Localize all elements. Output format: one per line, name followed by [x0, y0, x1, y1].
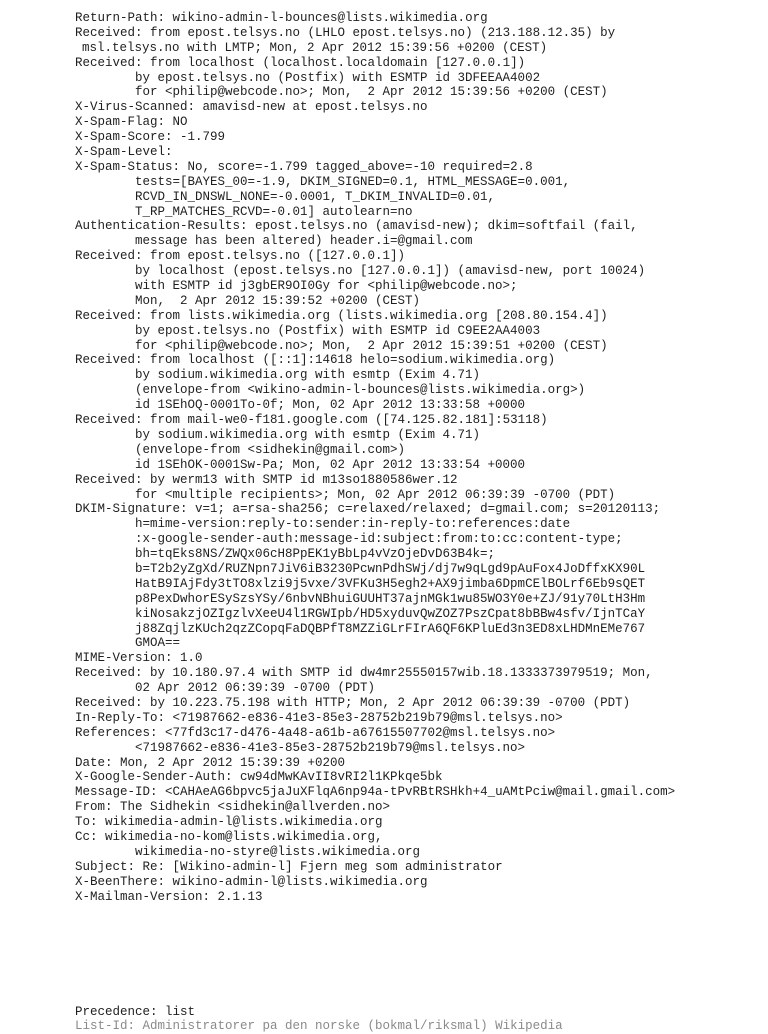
header-continuation-line: by localhost (epost.telsys.no [127.0.0.1]) (amavisd-new, port 10024)	[135, 264, 646, 279]
header-line: In-Reply-To: <71987662-e836-41e3-85e3-28752b219b79@msl.telsys.no>	[75, 710, 563, 725]
header-line: X-Spam-Score: -1.799	[75, 130, 226, 145]
header-line: Received: from epost.telsys.no (LHLO epost.telsys.no) (213.188.12.35) by	[75, 25, 616, 40]
header-line: Received: by 10.223.75.198 with HTTP; Mon, 2 Apr 2012 06:39:39 -0700 (PDT)	[75, 695, 631, 710]
header-continuation-line: id 1SEhOK-0001Sw-Pa; Mon, 02 Apr 2012 13:33:54 +0000	[135, 457, 526, 472]
header-line: Return-Path: wikino-admin-l-bounces@lists.wikimedia.org	[75, 11, 488, 25]
header-continuation-line: msl.telsys.no with LMTP; Mon, 2 Apr 2012 15:39:56 +0200 (CEST)	[82, 40, 548, 55]
header-line: DKIM-Signature: v=1; a=rsa-sha256; c=relaxed/relaxed; d=gmail.com; s=20120113;	[75, 502, 661, 517]
header-continuation-line: RCVD_IN_DNSWL_NONE=-0.0001, T_DKIM_INVALID=0.01,	[135, 189, 496, 204]
list-id-header-line: List-Id: Administratorer pa den norske (bokmal/riksmal) Wikipedia	[75, 1019, 563, 1033]
header-continuation-line: 02 Apr 2012 06:39:39 -0700 (PDT)	[135, 681, 376, 696]
header-line: MIME-Version: 1.0	[75, 651, 203, 666]
header-line: X-Mailman-Version: 2.1.13	[75, 889, 263, 904]
header-line: Received: from mail-we0-f181.google.com ([74.125.82.181]:53118)	[75, 413, 548, 428]
header-continuation-line: for <philip@webcode.no>; Mon, 2 Apr 2012 15:39:51 +0200 (CEST)	[135, 338, 608, 353]
header-line: X-Spam-Flag: NO	[75, 115, 188, 130]
header-continuation-line: h=mime-version:reply-to:sender:in-reply-to:references:date	[135, 517, 571, 532]
header-line: Received: by werm13 with SMTP id m13so1880586wer.12	[75, 472, 458, 487]
header-line: Received: from epost.telsys.no ([127.0.0.1])	[75, 249, 406, 264]
header-line: Received: by 10.180.97.4 with SMTP id dw4mr25550157wib.18.1333373979519; Mon,	[75, 666, 653, 681]
header-continuation-line: Mon, 2 Apr 2012 15:39:52 +0200 (CEST)	[135, 293, 421, 308]
header-line: Message-ID: <CAHAeAG6bpvc5jaJuXFlqA6np94a-tPvRBtRSHkh+4_uAMtPciw@mail.gmail.com>	[75, 785, 676, 800]
header-line: Authentication-Results: epost.telsys.no (amavisd-new); dkim=softfail (fail,	[75, 219, 638, 234]
footer-block	[75, 1005, 195, 1020]
header-continuation-line: for <multiple recipients>; Mon, 02 Apr 2012 06:39:39 -0700 (PDT)	[135, 487, 616, 502]
header-line: X-Spam-Status: No, score=-1.799 tagged_above=-10 required=2.8	[75, 159, 533, 174]
header-continuation-line: T_RP_MATCHES_RCVD=-0.01] autolearn=no	[135, 204, 413, 219]
header-continuation-line: kiNosakzjOZIgzlvXeeU4l1RGWIpb/HD5xyduvQwZOZ7PszCpat8bBBw4sfv/IjnTCaY	[135, 606, 646, 621]
precedence-header-line: Precedence: list	[75, 1005, 196, 1019]
header-continuation-line: by epost.telsys.no (Postfix) with ESMTP id 3DFEEAA4002	[135, 70, 541, 85]
header-continuation-line: message has been altered) header.i=@gmail.com	[135, 234, 473, 249]
header-line: X-Google-Sender-Auth: cw94dMwKAvII8vRI2l1KPkqe5bk	[75, 770, 443, 785]
header-continuation-line: bh=tqEks8NS/ZWQx06cH8PpEK1yBbLp4vVzOjeDvD63B4k=;	[135, 547, 496, 562]
header-line: Subject: Re: [Wikino-admin-l] Fjern meg som administrator	[75, 859, 503, 874]
header-continuation-line: (envelope-from <sidhekin@gmail.com>)	[135, 442, 406, 457]
header-continuation-line: for <philip@webcode.no>; Mon, 2 Apr 2012 15:39:56 +0200 (CEST)	[135, 85, 608, 100]
header-line: X-Spam-Level:	[75, 145, 173, 160]
header-line: To: wikimedia-admin-l@lists.wikimedia.org	[75, 815, 383, 830]
header-continuation-line: b=T2b2yZgXd/RUZNpn7JiV6iB3230PcwnPdhSWj/dj7w9qLgd9pAuFox4JoDffxKX90L	[135, 561, 646, 576]
header-line: Cc: wikimedia-no-kom@lists.wikimedia.org,	[75, 829, 383, 844]
header-line: Received: from localhost ([::1]:14618 helo=sodium.wikimedia.org)	[75, 353, 556, 368]
header-line: From: The Sidhekin <sidhekin@allverden.no>	[75, 800, 391, 815]
header-line: X-BeenThere: wikino-admin-l@lists.wikimedia.org	[75, 874, 428, 889]
header-continuation-line: HatB9IAjFdy3tTO8xlzi9j5vxe/3VFKu3H5egh2+AX9jimba6DpmCElBOLrf6Eb9sQET	[135, 576, 646, 591]
header-continuation-line: :x-google-sender-auth:message-id:subject:from:to:cc:content-type;	[135, 532, 623, 547]
header-continuation-line: id 1SEhOQ-0001To-0f; Mon, 02 Apr 2012 13:33:58 +0000	[135, 398, 526, 413]
header-continuation-line: wikimedia-no-styre@lists.wikimedia.org	[135, 844, 421, 859]
header-line: Received: from localhost (localhost.localdomain [127.0.0.1])	[75, 55, 526, 70]
header-line: X-Virus-Scanned: amavisd-new at epost.telsys.no	[75, 100, 428, 115]
header-continuation-line: with ESMTP id j3gbER9OI0Gy for <philip@webcode.no>;	[135, 279, 518, 294]
header-continuation-line: tests=[BAYES_00=-1.9, DKIM_SIGNED=0.1, HTML_MESSAGE=0.001,	[135, 174, 571, 189]
header-continuation-line: GMOA==	[135, 636, 181, 651]
header-line: References: <77fd3c17-d476-4a48-a61b-a67615507702@msl.telsys.no>	[75, 725, 556, 740]
header-continuation-line: by sodium.wikimedia.org with esmtp (Exim 4.71)	[135, 368, 481, 383]
header-continuation-line: <71987662-e836-41e3-85e3-28752b219b79@msl.telsys.no>	[135, 740, 526, 755]
header-continuation-line: by epost.telsys.no (Postfix) with ESMTP id C9EE2AA4003	[135, 323, 541, 338]
header-continuation-line: p8PexDwhorESySzsYSy/6nbvNBhuiGUUHT37ajnMGk1wu85WO3Y0e+ZJ/91y70LtH3Hm	[135, 591, 646, 606]
header-line: Date: Mon, 2 Apr 2012 15:39:39 +0200	[75, 755, 346, 770]
clipped-footer-line	[75, 1019, 635, 1033]
header-continuation-line: (envelope-from <wikino-admin-l-bounces@lists.wikimedia.org>)	[135, 383, 586, 398]
header-line: Received: from lists.wikimedia.org (lists.wikimedia.org [208.80.154.4])	[75, 308, 608, 323]
header-continuation-line: by sodium.wikimedia.org with esmtp (Exim 4.71)	[135, 427, 481, 442]
email-header-block	[75, 11, 675, 904]
header-continuation-line: j88ZqjlzKUch2qzZCopqFaDQBPfT8MZZiGLrFIrA6QF6KPluEd3n3ED8xLHDMnEMe767	[135, 621, 646, 636]
